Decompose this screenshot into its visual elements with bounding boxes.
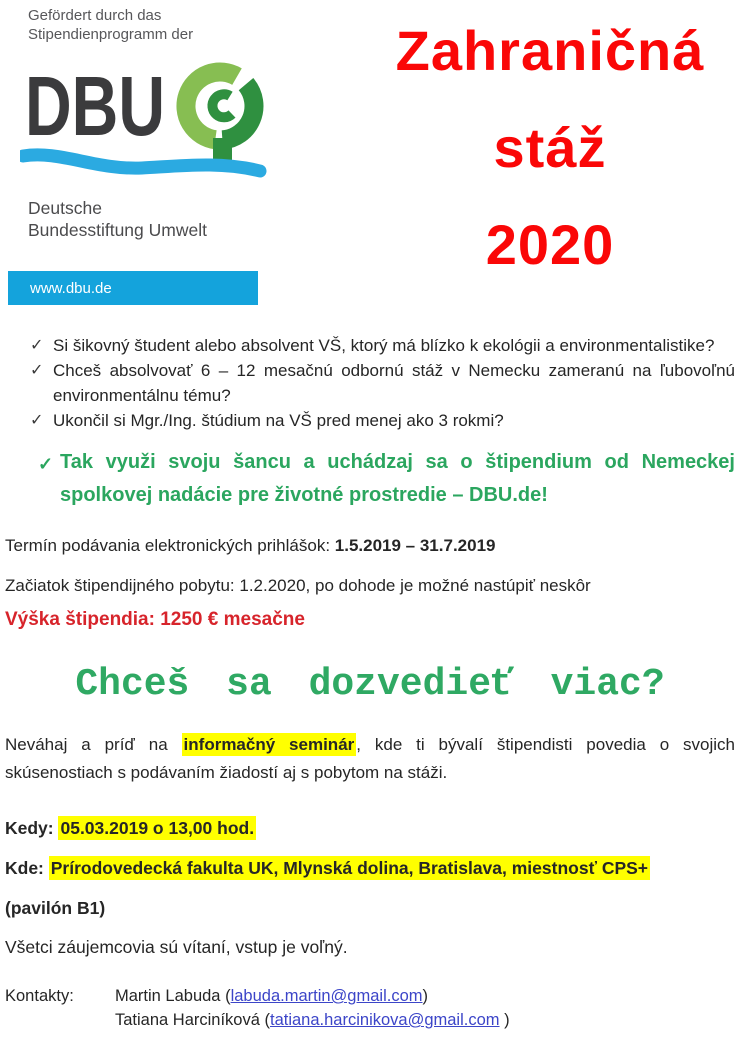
title-line-3: 2020 bbox=[485, 213, 615, 276]
section-heading: Chceš sa dozvedieť viac? bbox=[75, 663, 665, 706]
org-name bbox=[28, 197, 207, 241]
contacts-block bbox=[5, 984, 735, 1032]
title-line-2: stáž bbox=[493, 116, 607, 179]
seminar-before: Neváhaj a príď na bbox=[5, 735, 182, 754]
where-value: Prírodovedecká fakulta UK, Mlynská dolina, Bratislava, miestnosť CPS+ bbox=[50, 858, 649, 878]
deadline-label: Termín podávania elektronických prihlášok: bbox=[5, 536, 335, 555]
dbu-logo bbox=[20, 58, 270, 188]
stipend-line: Výška štipendia: 1250 € mesačne bbox=[5, 609, 305, 630]
when-value: 05.03.2019 o 13,00 hod. bbox=[60, 818, 255, 838]
welcome-line: Všetci záujemcovia sú vítaní, vstup je voľný. bbox=[5, 937, 348, 957]
checkmark-icon: ✓ bbox=[30, 337, 44, 354]
list-item bbox=[5, 358, 735, 408]
org-line-2: Bundesstiftung Umwelt bbox=[28, 220, 207, 240]
seminar-after: , kde ti bývalí štipendisti povedia o svojich skúsenostiach s podávaním žiadostí aj s pobytom na stáži. bbox=[5, 735, 736, 782]
where-line bbox=[5, 855, 735, 881]
bullet-text: Ukončil si Mgr./Ing. štúdium na VŠ pred menej ako 3 rokmi? bbox=[53, 411, 504, 430]
contact-email-link[interactable]: labuda.martin@gmail.com bbox=[230, 987, 423, 1005]
dbu-circle-icon bbox=[186, 72, 254, 170]
title-line-1: Zahraničná bbox=[395, 19, 705, 82]
dbu-website-bar[interactable] bbox=[8, 271, 258, 305]
seminar-highlight: informačný seminár bbox=[183, 735, 355, 754]
header bbox=[5, 0, 735, 305]
funding-credit bbox=[28, 6, 193, 44]
contact-name: Martin Labuda ( bbox=[115, 987, 231, 1005]
dbu-website-url[interactable]: www.dbu.de bbox=[30, 279, 112, 297]
funding-line-1: Gefördert durch das bbox=[28, 7, 162, 24]
checkmark-icon: ✓ bbox=[38, 454, 54, 474]
contact-suffix: ) bbox=[422, 987, 428, 1005]
contact-row bbox=[115, 1008, 510, 1032]
when-line bbox=[5, 815, 735, 841]
org-line-1: Deutsche bbox=[28, 198, 102, 218]
bullet-text: Chceš absolvovať 6 – 12 mesačnú odbornú stáž v Nemecku zameranú na ľubovoľnú environmentálnu tému? bbox=[53, 361, 735, 405]
list-item bbox=[5, 408, 735, 433]
contacts-list bbox=[115, 984, 510, 1032]
list-item bbox=[5, 333, 735, 358]
dbu-acronym: DBU bbox=[25, 59, 165, 153]
seminar-paragraph bbox=[5, 731, 735, 787]
page-title bbox=[365, 2, 735, 293]
contact-email-link[interactable]: tatiana.harcinikova@gmail.com bbox=[270, 1011, 500, 1029]
when-label: Kedy: bbox=[5, 818, 59, 838]
checkmark-icon: ✓ bbox=[30, 412, 44, 429]
cta-text bbox=[5, 446, 735, 512]
contact-suffix: ) bbox=[499, 1011, 510, 1029]
checkmark-icon: ✓ bbox=[30, 362, 44, 379]
deadline-value: 1.5.2019 – 31.7.2019 bbox=[334, 536, 496, 555]
funding-line-2: Stipendienprogramm der bbox=[28, 26, 194, 43]
where-label: Kde: bbox=[5, 858, 49, 878]
cta-label: Tak využi svoju šancu a uchádzaj sa o štipendium od Nemeckej spolkovej nadácie pre životné prostredie – DBU.de! bbox=[60, 451, 735, 506]
where-extra-line: (pavilón B1) bbox=[5, 898, 106, 918]
deadline-line bbox=[5, 533, 735, 559]
bullet-text: Si šikovný študent alebo absolvent VŠ, ktorý má blízko k ekológii a environmentalistike? bbox=[53, 336, 715, 355]
contacts-label: Kontakty: bbox=[5, 987, 74, 1005]
qualification-list bbox=[5, 333, 735, 433]
start-line: Začiatok štipendijného pobytu: 1.2.2020, po dohode je možné nastúpiť neskôr bbox=[5, 576, 591, 595]
contact-row bbox=[115, 984, 510, 1008]
contact-name: Tatiana Harciníková ( bbox=[115, 1011, 270, 1029]
